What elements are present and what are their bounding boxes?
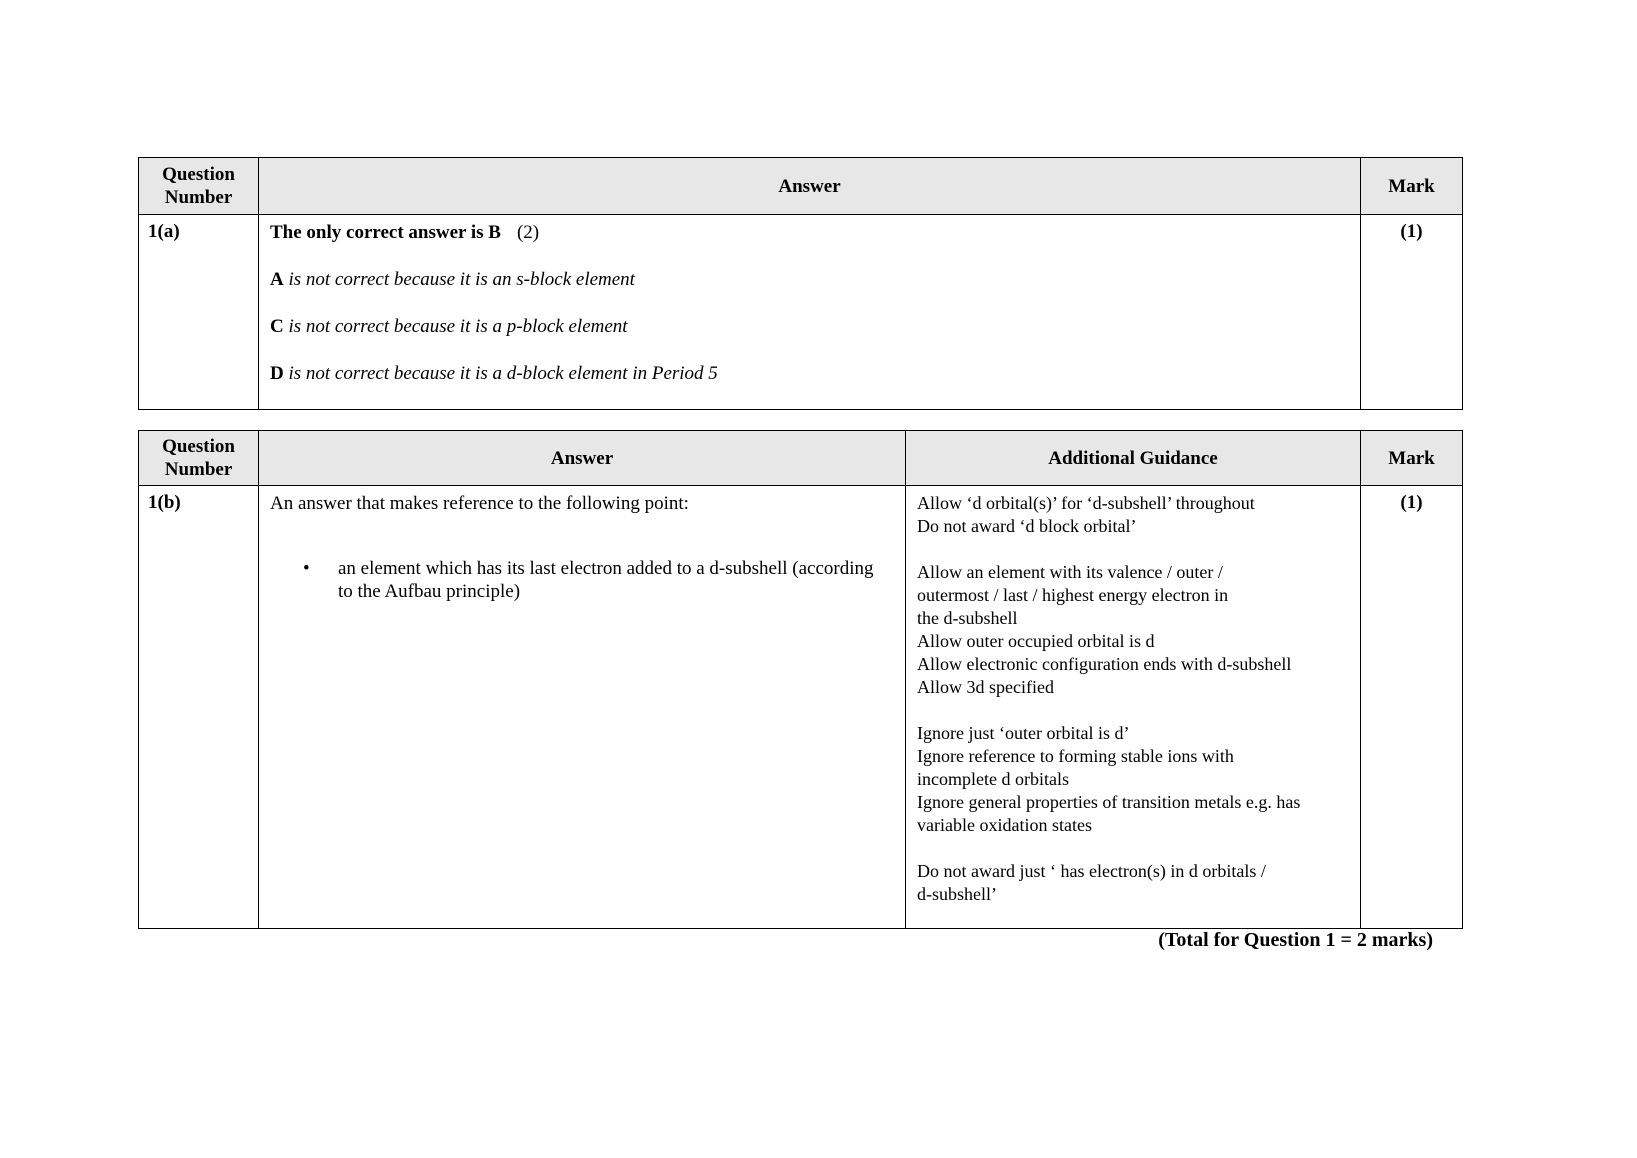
option-d-letter: D <box>270 363 284 384</box>
question-1b-table <box>138 430 1463 929</box>
table1-mark-header: Mark <box>1361 158 1463 215</box>
guidance-line: Allow 3d specified <box>917 677 1054 697</box>
guidance-line: Ignore reference to forming stable ions with <box>917 746 1234 766</box>
option-a-reason <box>270 268 1348 291</box>
additional-guidance-cell <box>906 486 1361 929</box>
mark-cell: (1) <box>1361 215 1463 410</box>
question-number-cell: 1(a) <box>139 215 259 410</box>
bullet-icon: • <box>303 558 310 579</box>
table1-row-1a <box>139 215 1463 410</box>
option-a-text: is not correct because it is an s-block element <box>283 269 635 290</box>
guidance-spacer <box>917 837 1352 860</box>
question-1a-table <box>138 157 1463 410</box>
table2-answer-header: Answer <box>259 431 906 486</box>
guidance-spacer <box>917 699 1352 722</box>
answer-cell <box>259 486 906 929</box>
option-c-letter: C <box>270 316 284 337</box>
table2-row-1b <box>139 486 1463 929</box>
bullet-text: an element which has its last electron added to a d-subshell (according to the Aufbau principle) <box>338 558 874 602</box>
option-d-reason <box>270 362 1348 385</box>
guidance-line: Allow outer occupied orbital is d <box>917 631 1155 651</box>
guidance-line: Ignore just ‘outer orbital is d’ <box>917 723 1130 743</box>
guidance-line: Ignore general properties of transition metals e.g. has <box>917 792 1301 812</box>
answer-cell <box>259 215 1361 410</box>
table2-header-row <box>139 431 1463 486</box>
table2-additional-guidance-header: Additional Guidance <box>906 431 1361 486</box>
answer-bullet-item <box>270 557 893 603</box>
option-c-reason <box>270 315 1348 338</box>
answer-statement <box>270 221 1348 244</box>
guidance-line: incomplete d orbitals <box>917 769 1069 789</box>
question-number-cell: 1(b) <box>139 486 259 929</box>
table1-question-number-header: Question Number <box>139 158 259 215</box>
option-d-text: is not correct because it is a d-block element in Period 5 <box>283 363 718 384</box>
statement-text: The only correct answer is B <box>270 222 501 243</box>
option-c-text: is not correct because it is a p-block element <box>283 316 628 337</box>
table2-mark-header: Mark <box>1361 431 1463 486</box>
guidance-line: Allow an element with its valence / outer / <box>917 562 1223 582</box>
guidance-line: variable oxidation states <box>917 815 1092 835</box>
answer-intro: An answer that makes reference to the following point: <box>270 493 689 514</box>
table2-question-number-header: Question Number <box>139 431 259 486</box>
guidance-line: Do not award just ‘ has electron(s) in d orbitals / <box>917 861 1266 881</box>
guidance-line: the d-subshell <box>917 608 1018 628</box>
table1-answer-header: Answer <box>259 158 1361 215</box>
table1-header-row <box>139 158 1463 215</box>
mark-cell: (1) <box>1361 486 1463 929</box>
guidance-spacer <box>917 538 1352 561</box>
option-a-letter: A <box>270 269 284 290</box>
guidance-line: Do not award ‘d block orbital’ <box>917 516 1137 536</box>
statement-note: (2) <box>516 222 540 243</box>
guidance-line: outermost / last / highest energy electron in <box>917 585 1229 605</box>
guidance-line: Allow electronic configuration ends with d-subshell <box>917 654 1292 674</box>
total-marks-line: (Total for Question 1 = 2 marks) <box>1158 929 1433 951</box>
guidance-line: Allow ‘d orbital(s)’ for ‘d-subshell’ throughout <box>917 493 1255 513</box>
guidance-line: d-subshell’ <box>917 884 997 904</box>
